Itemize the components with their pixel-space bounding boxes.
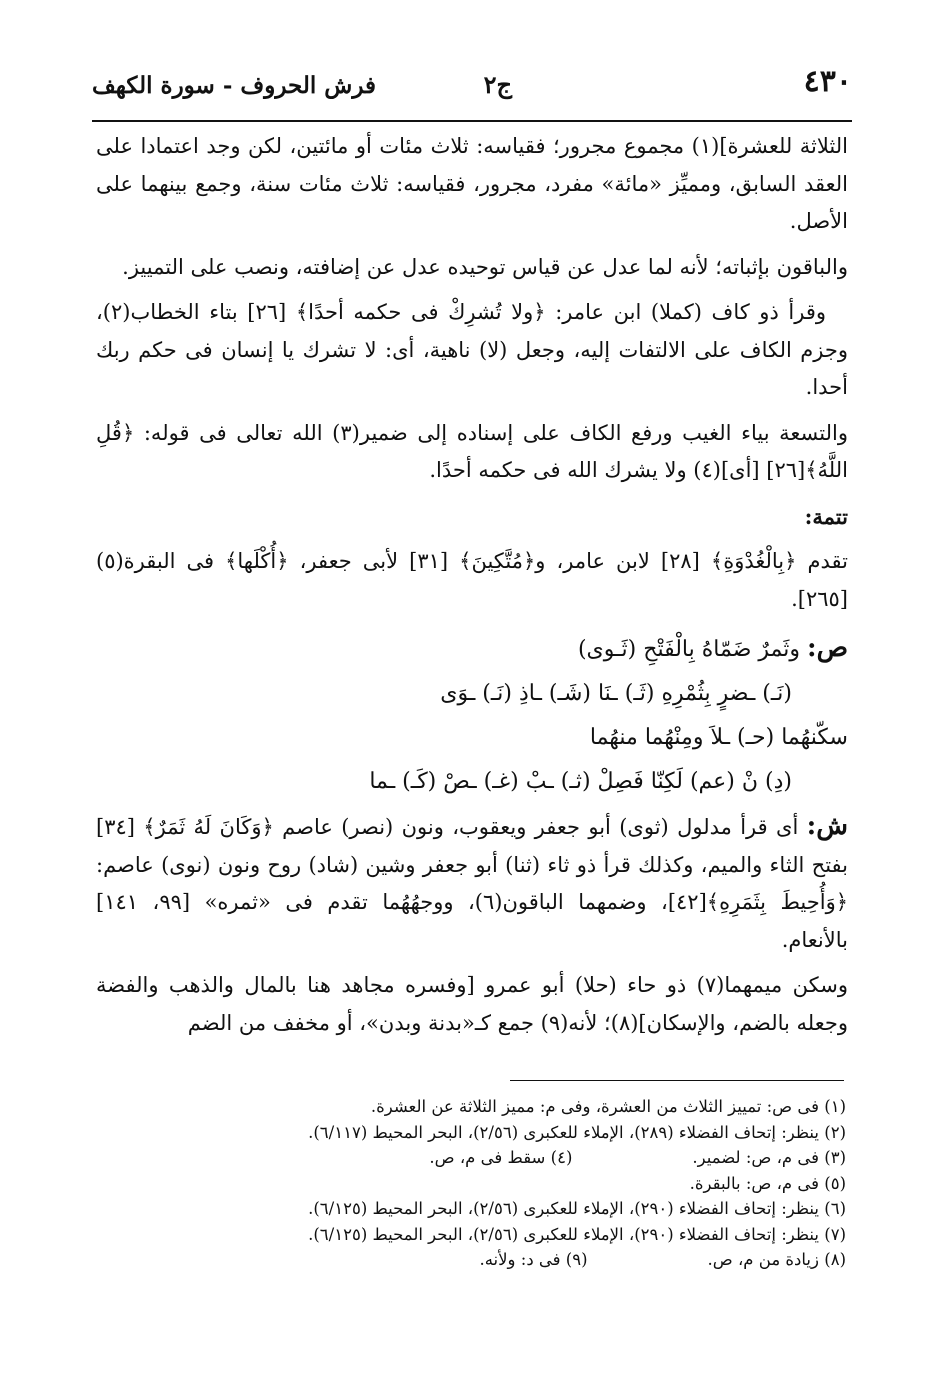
footnote: (١) فى ص: تمييز الثلاث من العشرة، وفى م: مميز الثلاثة عن العشرة.	[370, 1097, 846, 1116]
page-number: ٤٣٠	[803, 64, 852, 99]
footnote: (٧) ينظر: إتحاف الفضلاء (٢٩٠)، الإملاء للعكبرى (٢/٥٦)، البحر المحيط (٦/١٢٥).	[308, 1224, 846, 1244]
verse-line: (نَـ) ـضرٍ بِثُمْرِهِ (ثَـ) ـنَا (شَـ) ـاذِ (نَـ) ـوَى	[440, 681, 792, 706]
footnote: (٤) سقط فى م، ص.	[429, 1148, 573, 1167]
footnote: (٩) فى د: ولأنه.	[479, 1250, 588, 1269]
verse-text: وثَمرٌ ضَمّاهُ بِالْفَتْحِ (ثَـوى)	[577, 637, 800, 662]
footnote-rule	[510, 1080, 844, 1081]
footnote: (٢) ينظر: إتحاف الفضلاء (٢٨٩)، الإملاء للعكبرى (٢/٥٦)، البحر المحيط (٦/١١٧).	[308, 1122, 846, 1142]
footnotes	[120, 1094, 846, 1273]
commentary-text: أى قرأ مدلول (ثوى) أبو جعفر ويعقوب، ونون (نصر) عاصم ﴿وَكَانَ لَهُ ثَمَرٌ﴾ [٣٤] بفتح الثاء والميم، وكذلك قرأ ذو ثاء (ثنا) أبو جعفر وشين (شاد) روح ونون (نوى) عاصم: ﴿وَأُحِيطَ بِثَمَرِهِ﴾[٤٢]، وضمهما الباقون(٦)، ووجهُهُما تقدم فى «ثمره» [٩٩، ١٤١] بالأنعام.	[96, 815, 849, 952]
paragraph: والباقون بإثباته؛ لأنه لما عدل عن قياس توحيده عدل عن إضافته، ونصب على التمييز.	[122, 254, 848, 279]
verse-block	[96, 626, 848, 804]
page-header	[92, 62, 852, 112]
volume-label: ج٢	[483, 70, 512, 99]
paragraph: وقرأ ذو كاف (كملا) ابن عامر: ﴿ولا تُشرِكْ فى حكمه أحدًا﴾ [٢٦] بتاء الخطاب(٢)، وجزم الكاف على الالتفات إليه، وجعل (لا) ناهية، أى: لا تشرك يا إنسان فى حكم ربك أحدا.	[96, 300, 848, 399]
commentary-paragraph	[96, 808, 848, 959]
main-text	[96, 128, 848, 1050]
running-title: فرش الحروف - سورة الكهف	[92, 72, 377, 99]
paragraph: والتسعة بياء الغيب ورفع الكاف على إسناده إلى ضمير(٣) الله تعالى فى قوله: ﴿قُلِ اللَّهُ﴾[٢٦] [أى](٤) ولا يشرك الله فى حكمه أحدًا.	[96, 420, 849, 482]
paragraph: وسكن ميمهما(٧) ذو حاء (حلا) أبو عمرو [وفسره مجاهد هنا بالمال والذهب والفضة وجعله بالضم، والإسكان](٨)؛ لأنه(٩) جمع كـ«بدنة وبدن»، أو مخفف من الضم	[96, 973, 848, 1035]
paragraph: الثلاثة للعشرة](١) مجموع مجرور؛ فقياسه: ثلاث مئات أو مائتين، لكن وجد اعتمادا على العقد السابق، ومميِّز «مائة» مفرد، مجرور، فقياسه: ثلاث مئات سنة، وجمع بينهما على الأصل.	[96, 134, 849, 233]
section-heading: تتمة:	[804, 503, 848, 529]
verse-line	[96, 626, 848, 672]
commentary-marker: ش:	[806, 811, 848, 841]
verse-line: (دِ) نْ (عم) لَكِنّا فَصِلْ (ثـ) ـبْ (غـ) ـصْ (كَـ) ـما	[369, 769, 792, 794]
footnote-row	[120, 1247, 846, 1273]
footnote: (٦) ينظر: إتحاف الفضلاء (٢٩٠)، الإملاء للعكبرى (٢/٥٦)، البحر المحيط (٦/١٢٥).	[308, 1199, 846, 1218]
verse-line: سكّنهُما (حـ) ـلاَ ومِنْهُما منهُما	[589, 725, 848, 750]
paragraph: تقدم ﴿بِالْغُدْوَةِ﴾ [٢٨] لابن عامر، و﴿مُتَّكِينَ﴾ [٣١] لأبى جعفر، ﴿أُكْلَها﴾ فى البقرة(٥) [٢٦٥].	[96, 549, 848, 611]
header-rule	[92, 120, 852, 122]
footnote: (٥) فى م، ص: بالبقرة.	[689, 1173, 846, 1193]
verse-marker: ص:	[806, 633, 848, 663]
footnote: (٨) زيادة من م، ص.	[707, 1250, 846, 1269]
footnote: (٣) فى م، ص: لضمير.	[692, 1148, 846, 1167]
footnote-row	[120, 1145, 846, 1171]
